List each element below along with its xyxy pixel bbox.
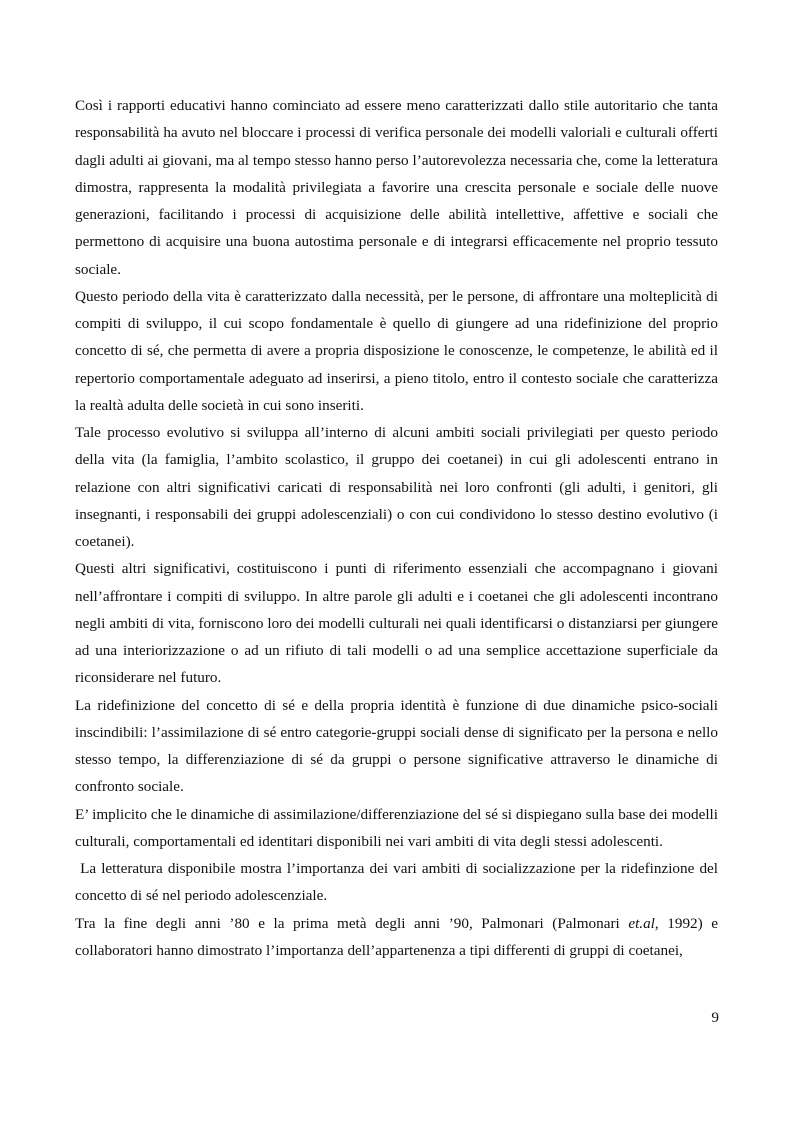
paragraph-5: La ridefinizione del concetto di sé e della propria identità è funzione di due dinamiche psico-sociali inscindibili: l’assimilazione di sé entro categorie-gruppi sociali dense di significato per la persona e nello stesso tempo, la differenziazione di sé da gruppi o persone significative attraverso le dinamiche di confronto sociale. <box>75 696 718 796</box>
paragraph-8-start: Tra la fine degli anni ’80 e la prima metà degli anni ’90, Palmonari (Palmonari <box>75 914 629 932</box>
paragraph-7: La letteratura disponibile mostra l’importanza dei vari ambiti di socializzazione per la ridefinzione del concetto di sé nel periodo adolescenziale. <box>75 860 722 905</box>
paragraph-4: Questi altri significativi, costituiscono i punti di riferimento essenziali che accompagnano i giovani nell’affrontare i compiti di sviluppo. In altre parole gli adulti e i coetanei che gli adolescenti incontrano negli ambiti di vita, forniscono loro dei modelli culturali nei quali identificarsi o distanziarsi per giungere ad una interiorizzazione o ad un rifiuto di tali modelli o ad una semplice accettazione superficiale da riconsiderare nel futuro. <box>75 560 718 687</box>
page-number: 9 <box>711 1009 719 1026</box>
paragraph-8-end: , 1992) e collaboratori hanno dimostrato l’importanza dell’appartenenza a tipi differenti di gruppi di coetanei, <box>75 914 718 959</box>
citation-etal: et.al <box>628 914 655 932</box>
body-text <box>75 92 722 964</box>
paragraph-6: E’ implicito che le dinamiche di assimilazione/differenziazione del sé si dispiegano sulla base dei modelli culturali, comportamentali ed identitari disponibili nei vari ambiti di vita degli stessi adolescenti. <box>75 805 718 850</box>
paragraph-1: Così i rapporti educativi hanno cominciato ad essere meno caratterizzati dallo stile autoritario che tanta responsabilità ha avuto nel bloccare i processi di verifica personale dei modelli valoriali e culturali offerti dagli adulti ai giovani, ma al tempo stesso hanno perso l’autorevolezza necessaria che, come la letteratura dimostra, rappresenta la modalità privilegiata a favorire una crescita personale e sociale delle nuove generazioni, facilitando i processi di acquisizione delle abilità intellettive, affettive e sociali che permettono di acquisire una buona autostima personale e di integrarsi efficacemente nel proprio tessuto sociale. <box>75 97 718 278</box>
paragraph-3: Tale processo evolutivo si sviluppa all’interno di alcuni ambiti sociali privilegiati per questo periodo della vita (la famiglia, l’ambito scolastico, il gruppo dei coetanei) in cui gli adolescenti entrano in relazione con altri significativi caricati di responsabilità nei loro confronti (gli adulti, i genitori, gli insegnanti, i responsabili dei gruppi adolescenziali) o con cui condividono lo stesso destino evolutivo (i coetanei). <box>75 424 718 550</box>
paragraph-8 <box>75 910 718 965</box>
paragraph-2: Questo periodo della vita è caratterizzato dalla necessità, per le persone, di affrontare una molteplicità di compiti di sviluppo, il cui scopo fondamentale è quello di giungere ad una ridefinizione del proprio concetto di sé, che permetta di avere a propria disposizione le conoscenze, le competenze, le abilità ed il repertorio comportamentale adeguato ad inserirsi, a pieno titolo, entro il contesto sociale che caratterizza la realtà adulta delle società in cui sono inseriti. <box>75 287 718 414</box>
